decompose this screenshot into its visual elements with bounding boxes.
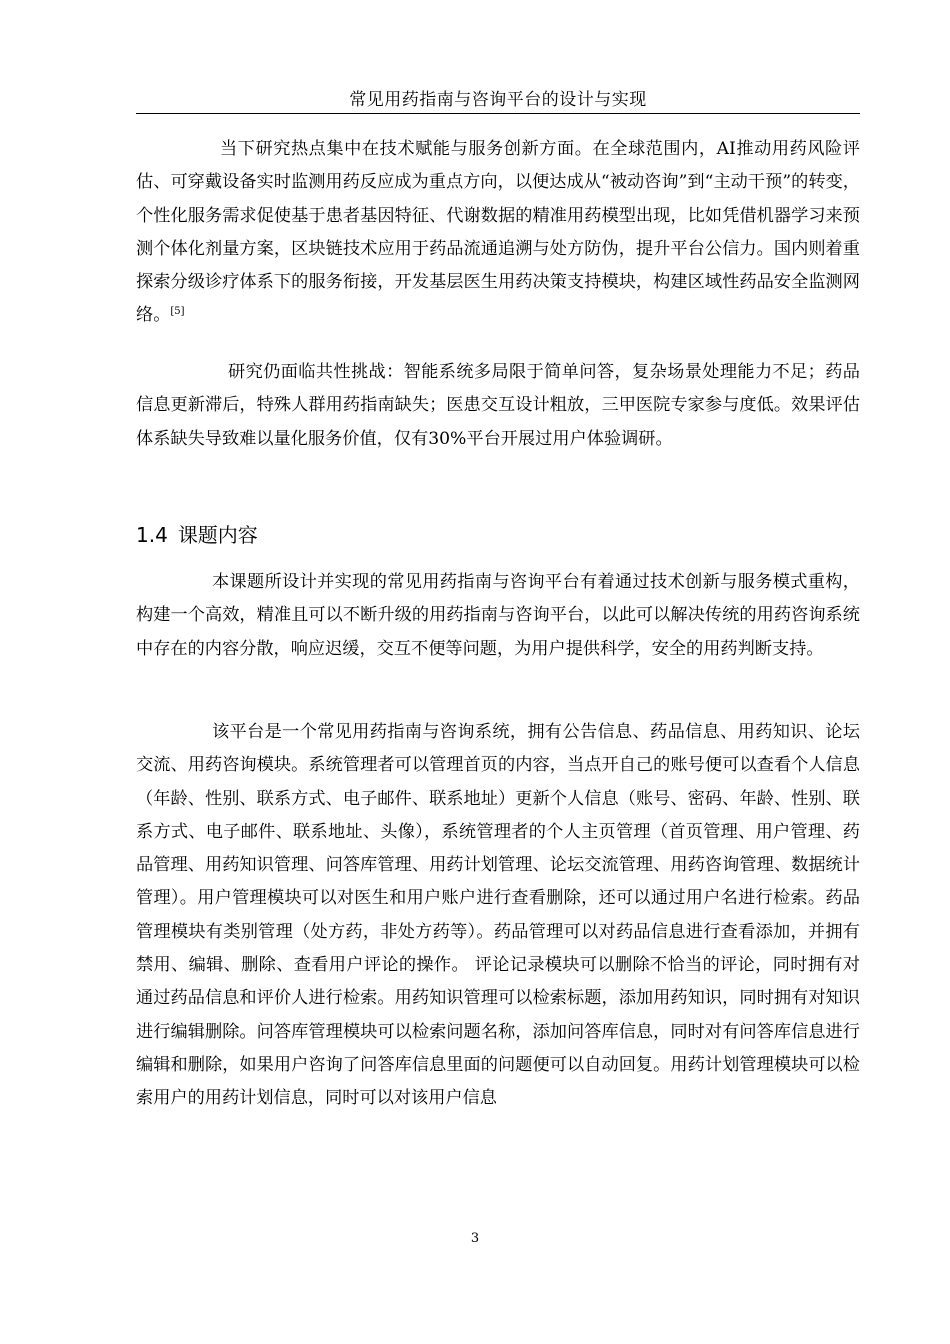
section-heading bbox=[136, 520, 258, 550]
section-number: 1.4 bbox=[136, 523, 168, 547]
header-rule bbox=[136, 113, 860, 114]
paragraph-research-hotspots bbox=[136, 133, 860, 333]
paragraph-challenges: 研究仍面临共性挑战：智能系统多局限于简单问答，复杂场景处理能力不足；药品信息更新滞后，特殊人群用药指南缺失；医患交互设计粗放，三甲医院专家参与度低。效果评估体系缺失导致难以量化服务价值，仅有30%平台开展过用户体验调研。 bbox=[136, 362, 860, 449]
citation-ref: [5] bbox=[170, 306, 185, 318]
running-header-title: 常见用药指南与咨询平台的设计与实现 bbox=[349, 90, 647, 110]
paragraph-research-hotspots-text: 当下研究热点集中在技术赋能与服务创新方面。在全球范围内，AI推动用药风险评估、可穿戴设备实时监测用药反应成为重点方向，以便达成从“被动咨询”到“主动干预”的转变，个性化服务需求促使基于患者基因特征、代谢数据的精准用药模型出现，比如凭借机器学习来预测个体化剂量方案，区块链技术应用于药品流通追溯与处方防伪，提升平台公信力。国内则着重探索分级诊疗体系下的服务衔接，开发基层医生用药决策支持模块，构建区域性药品安全监测网络。 bbox=[136, 139, 860, 326]
paragraph-project-goal: 本课题所设计并实现的常见用药指南与咨询平台有着通过技术创新与服务模式重构，构建一个高效，精准且可以不断升级的用药指南与咨询平台，以此可以解决传统的用药咨询系统中存在的内容分散，响应迟缓，交互不便等问题，为用户提供科学，安全的用药判断支持。 bbox=[136, 572, 860, 659]
section-title: 课题内容 bbox=[177, 523, 258, 547]
paragraph-platform-modules: 该平台是一个常见用药指南与咨询系统，拥有公告信息、药品信息、用药知识、论坛交流、用药咨询模块。系统管理者可以管理首页的内容，当点开自己的账号便可以查看个人信息（年龄、性别、联系方式、电子邮件、联系地址）更新个人信息（账号、密码、年龄、性别、联系方式、电子邮件、联系地址、头像），系统管理者的个人主页管理（首页管理、用户管理、药品管理、用药知识管理、问答库管理、用药计划管理、论坛交流管理、用药咨询管理、数据统计管理）。用户管理模块可以对医生和用户账户进行查看删除，还可以通过用户名进行检索。药品管理模块有类别管理（处方药，非处方药等）。药品管理可以对药品信息进行查看添加，并拥有禁用、编辑、删除、查看用户评论的操作。 评论记录模块可以删除不恰当的评论，同时拥有对通过药品信息和评价人进行检索。用药知识管理可以检索标题，添加用药知识，同时拥有对知识进行编辑删除。问答库管理模块可以检索问题名称，添加问答库信息，同时对有问答库信息进行编辑和删除，如果用户咨询了问答库信息里面的问题便可以自动回复。用药计划管理模块可以检索用户的用药计划信息，同时可以对该用户信息 bbox=[136, 722, 860, 1109]
page-number: 3 bbox=[470, 1231, 480, 1246]
